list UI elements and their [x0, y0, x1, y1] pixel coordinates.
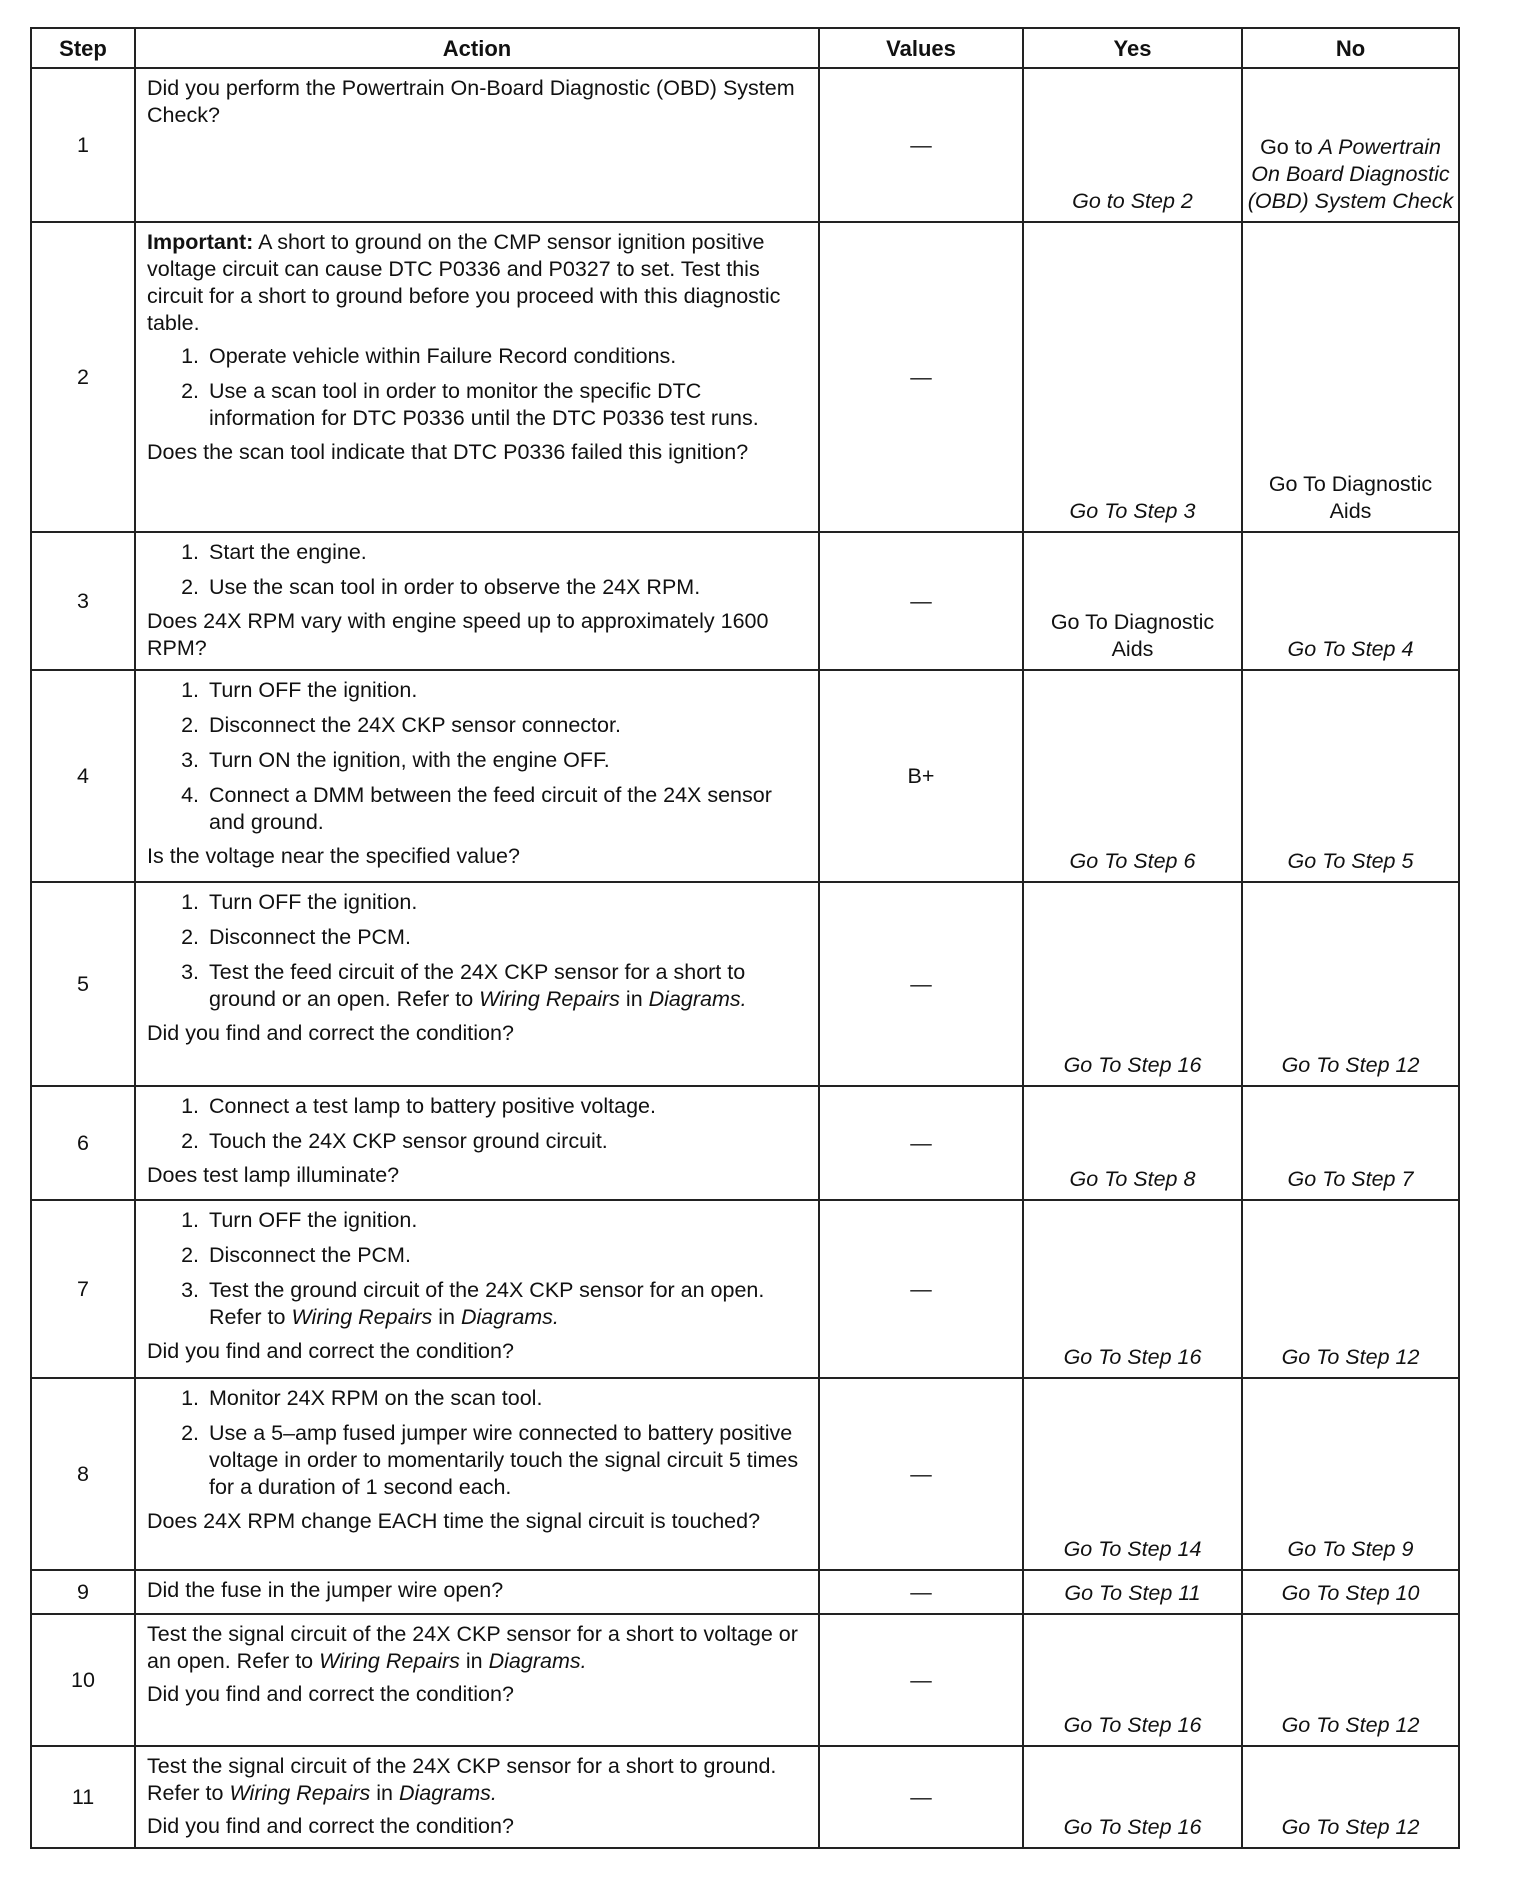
action-cell — [135, 68, 819, 222]
text-run: A Powertrain On Board Diagnostic (OBD) System Check — [1247, 135, 1454, 213]
table-row — [31, 1086, 1459, 1200]
no-result — [1242, 1746, 1459, 1848]
text-run: Go To Step 12 — [1281, 1053, 1420, 1077]
text-run: Use a 5–amp fused jumper wire connected to battery positive voltage in order to momentarily touch the signal circuit 5 times for a duration of 1 second each. — [209, 1421, 799, 1499]
step-number: 4 — [31, 670, 135, 882]
table-row — [31, 882, 1459, 1086]
text-run: Turn ON the ignition, with the engine OFF. — [209, 748, 610, 772]
action-steps-list — [147, 343, 810, 432]
no-result — [1242, 882, 1459, 1086]
yes-result — [1023, 882, 1242, 1086]
action-question: Did you find and correct the condition? — [147, 1339, 514, 1363]
text-run: Go To Step 5 — [1287, 849, 1414, 873]
text-run: Disconnect the PCM. — [209, 1243, 411, 1267]
text-run: Go To Step 7 — [1287, 1167, 1414, 1191]
action-step — [205, 574, 810, 601]
text-run: Turn OFF the ignition. — [209, 1208, 418, 1232]
text-run: Go To Step 16 — [1063, 1345, 1202, 1369]
header-action: Action — [135, 28, 819, 68]
yes-result — [1023, 1200, 1242, 1378]
text-run: Use a scan tool in order to monitor the specific DTC information for DTC P0336 until the DTC P0336 test runs. — [209, 379, 759, 430]
action-paragraph — [147, 229, 810, 337]
text-run: Disconnect the 24X CKP sensor connector. — [209, 713, 621, 737]
text-run: Test the feed circuit of the 24X CKP sensor for a short to ground or an open. Refer to — [209, 960, 746, 1011]
values-cell: — — [819, 1746, 1023, 1848]
text-run: Go to Step 2 — [1072, 189, 1193, 213]
yes-result — [1023, 1746, 1242, 1848]
text-run: Go To Step 14 — [1063, 1537, 1202, 1561]
text-run: Monitor 24X RPM on the scan tool. — [209, 1386, 543, 1410]
no-result — [1242, 532, 1459, 670]
values-cell: — — [819, 882, 1023, 1086]
table-row — [31, 222, 1459, 532]
action-steps-list — [147, 539, 810, 601]
action-question: Does 24X RPM vary with engine speed up to approximately 1600 RPM? — [147, 609, 769, 660]
table-row — [31, 670, 1459, 882]
text-run: Turn OFF the ignition. — [209, 678, 418, 702]
step-number: 1 — [31, 68, 135, 222]
action-question: Did you find and correct the condition? — [147, 1682, 514, 1706]
text-run: Go To Step 9 — [1287, 1537, 1414, 1561]
action-question: Does the scan tool indicate that DTC P0336 failed this ignition? — [147, 440, 749, 464]
header-step: Step — [31, 28, 135, 68]
action-step — [205, 1277, 810, 1331]
values-cell: — — [819, 1570, 1023, 1614]
action-step — [205, 1420, 810, 1501]
action-step — [205, 1385, 810, 1412]
action-question: Did the fuse in the jumper wire open? — [147, 1578, 504, 1602]
action-steps-list — [147, 1385, 810, 1501]
table-row — [31, 1378, 1459, 1570]
text-run: Diagrams. — [488, 1649, 587, 1673]
action-cell — [135, 1200, 819, 1378]
action-step — [205, 343, 810, 370]
text-run: in — [432, 1305, 461, 1329]
values-cell: — — [819, 1200, 1023, 1378]
text-run: Important: — [147, 230, 254, 254]
text-run: Turn OFF the ignition. — [209, 890, 418, 914]
step-number: 2 — [31, 222, 135, 532]
action-cell — [135, 532, 819, 670]
step-number: 10 — [31, 1614, 135, 1746]
text-run: Wiring Repairs — [291, 1305, 433, 1329]
text-run: Go To Step 8 — [1069, 1167, 1196, 1191]
yes-result — [1023, 532, 1242, 670]
text-run: Go To Step 12 — [1281, 1815, 1420, 1839]
action-step — [205, 1128, 810, 1155]
action-step — [205, 712, 810, 739]
text-run: Wiring Repairs — [319, 1649, 460, 1673]
no-result — [1242, 1378, 1459, 1570]
header-values: Values — [819, 28, 1023, 68]
values-cell: — — [819, 1614, 1023, 1746]
values-cell: — — [819, 1378, 1023, 1570]
action-cell — [135, 1614, 819, 1746]
text-run: Touch the 24X CKP sensor ground circuit. — [209, 1129, 608, 1153]
table-row — [31, 1570, 1459, 1614]
text-run: Connect a DMM between the feed circuit of the 24X sensor and ground. — [209, 783, 772, 834]
action-question: Did you find and correct the condition? — [147, 1814, 514, 1838]
text-run: Go To Diagnostic Aids — [1268, 472, 1433, 523]
action-cell — [135, 1378, 819, 1570]
action-cell — [135, 882, 819, 1086]
text-run: in — [370, 1781, 399, 1805]
action-cell — [135, 670, 819, 882]
yes-result — [1023, 1614, 1242, 1746]
action-cell — [135, 222, 819, 532]
text-run: Go To Diagnostic Aids — [1050, 610, 1215, 661]
text-run: Wiring Repairs — [229, 1781, 371, 1805]
text-run: Diagrams. — [648, 987, 747, 1011]
text-run: Use the scan tool in order to observe the 24X RPM. — [209, 575, 701, 599]
yes-result — [1023, 1570, 1242, 1614]
no-result — [1242, 670, 1459, 882]
table-row — [31, 68, 1459, 222]
action-question: Does 24X RPM change EACH time the signal circuit is touched? — [147, 1509, 761, 1533]
text-run: Go To Step 6 — [1069, 849, 1196, 873]
action-steps-list — [147, 889, 810, 1013]
no-result — [1242, 68, 1459, 222]
values-cell: — — [819, 68, 1023, 222]
text-run: Go To Step 3 — [1069, 499, 1196, 523]
action-step — [205, 924, 810, 951]
values-cell: — — [819, 532, 1023, 670]
step-number: 11 — [31, 1746, 135, 1848]
action-step — [205, 959, 810, 1013]
action-cell — [135, 1746, 819, 1848]
action-paragraph — [147, 75, 810, 129]
no-result — [1242, 222, 1459, 532]
no-result — [1242, 1086, 1459, 1200]
action-step — [205, 1242, 810, 1269]
action-paragraph — [147, 1621, 810, 1675]
diagnostic-table — [30, 27, 1460, 1849]
step-number: 7 — [31, 1200, 135, 1378]
text-run: in — [459, 1649, 489, 1673]
text-run: Diagrams. — [398, 1781, 497, 1805]
text-run: Test the signal circuit of the 24X CKP sensor for a short to ground. Refer to — [147, 1754, 777, 1805]
action-question: Is the voltage near the specified value? — [147, 844, 520, 868]
step-number: 5 — [31, 882, 135, 1086]
step-number: 3 — [31, 532, 135, 670]
text-run: Go To Step 12 — [1281, 1713, 1420, 1737]
text-run: Go To Step 16 — [1063, 1053, 1202, 1077]
yes-result — [1023, 222, 1242, 532]
text-run: Test the ground circuit of the 24X CKP sensor for an open. Refer to — [209, 1278, 765, 1329]
action-step — [205, 677, 810, 704]
text-run: in — [619, 987, 649, 1011]
header-yes: Yes — [1023, 28, 1242, 68]
yes-result — [1023, 68, 1242, 222]
table-row — [31, 532, 1459, 670]
header-row — [31, 28, 1459, 68]
action-step — [205, 378, 810, 432]
text-run: Go To Step 16 — [1063, 1713, 1202, 1737]
action-paragraph — [147, 1753, 810, 1807]
action-steps-list — [147, 1093, 810, 1155]
action-step — [205, 889, 810, 916]
text-run: Go To Step 4 — [1287, 637, 1414, 661]
action-steps-list — [147, 677, 810, 836]
text-run: Disconnect the PCM. — [209, 925, 411, 949]
no-result — [1242, 1200, 1459, 1378]
text-run: Operate vehicle within Failure Record conditions. — [209, 344, 677, 368]
text-run: Go To Step 10 — [1281, 1581, 1420, 1605]
text-run: Test the signal circuit of the 24X CKP sensor for a short to voltage or an open. Refer to — [147, 1622, 798, 1673]
table-body — [31, 68, 1459, 1848]
text-run: Go To Step 11 — [1064, 1581, 1201, 1605]
table-row — [31, 1200, 1459, 1378]
text-run: Diagrams. — [460, 1305, 559, 1329]
text-run: Wiring Repairs — [479, 987, 620, 1011]
step-number: 8 — [31, 1378, 135, 1570]
values-cell: — — [819, 222, 1023, 532]
yes-result — [1023, 1378, 1242, 1570]
action-step — [205, 539, 810, 566]
values-cell: B+ — [819, 670, 1023, 882]
action-question: Did you find and correct the condition? — [147, 1021, 514, 1045]
text-run: A short to ground on the CMP sensor ignition positive voltage circuit can cause DTC P0336 and P0327 to set. Test this circuit for a short to ground before you proceed with this diagnostic table. — [147, 230, 781, 335]
step-number: 9 — [31, 1570, 135, 1614]
values-cell: — — [819, 1086, 1023, 1200]
step-number: 6 — [31, 1086, 135, 1200]
action-step — [205, 1207, 810, 1234]
text-run: Start the engine. — [209, 540, 367, 564]
yes-result — [1023, 670, 1242, 882]
table-row — [31, 1746, 1459, 1848]
text-run: Go To Step 12 — [1281, 1345, 1420, 1369]
action-steps-list — [147, 1207, 810, 1331]
header-no: No — [1242, 28, 1459, 68]
action-step — [205, 1093, 810, 1120]
text-run: Did you perform the Powertrain On-Board Diagnostic (OBD) System Check? — [147, 76, 795, 127]
action-question: Does test lamp illuminate? — [147, 1163, 400, 1187]
table-row — [31, 1614, 1459, 1746]
action-cell — [135, 1570, 819, 1614]
action-step — [205, 747, 810, 774]
no-result — [1242, 1570, 1459, 1614]
text-run: Go to — [1260, 135, 1319, 159]
no-result — [1242, 1614, 1459, 1746]
action-cell — [135, 1086, 819, 1200]
text-run: Go To Step 16 — [1063, 1815, 1202, 1839]
action-step — [205, 782, 810, 836]
yes-result — [1023, 1086, 1242, 1200]
text-run: Connect a test lamp to battery positive voltage. — [209, 1094, 656, 1118]
